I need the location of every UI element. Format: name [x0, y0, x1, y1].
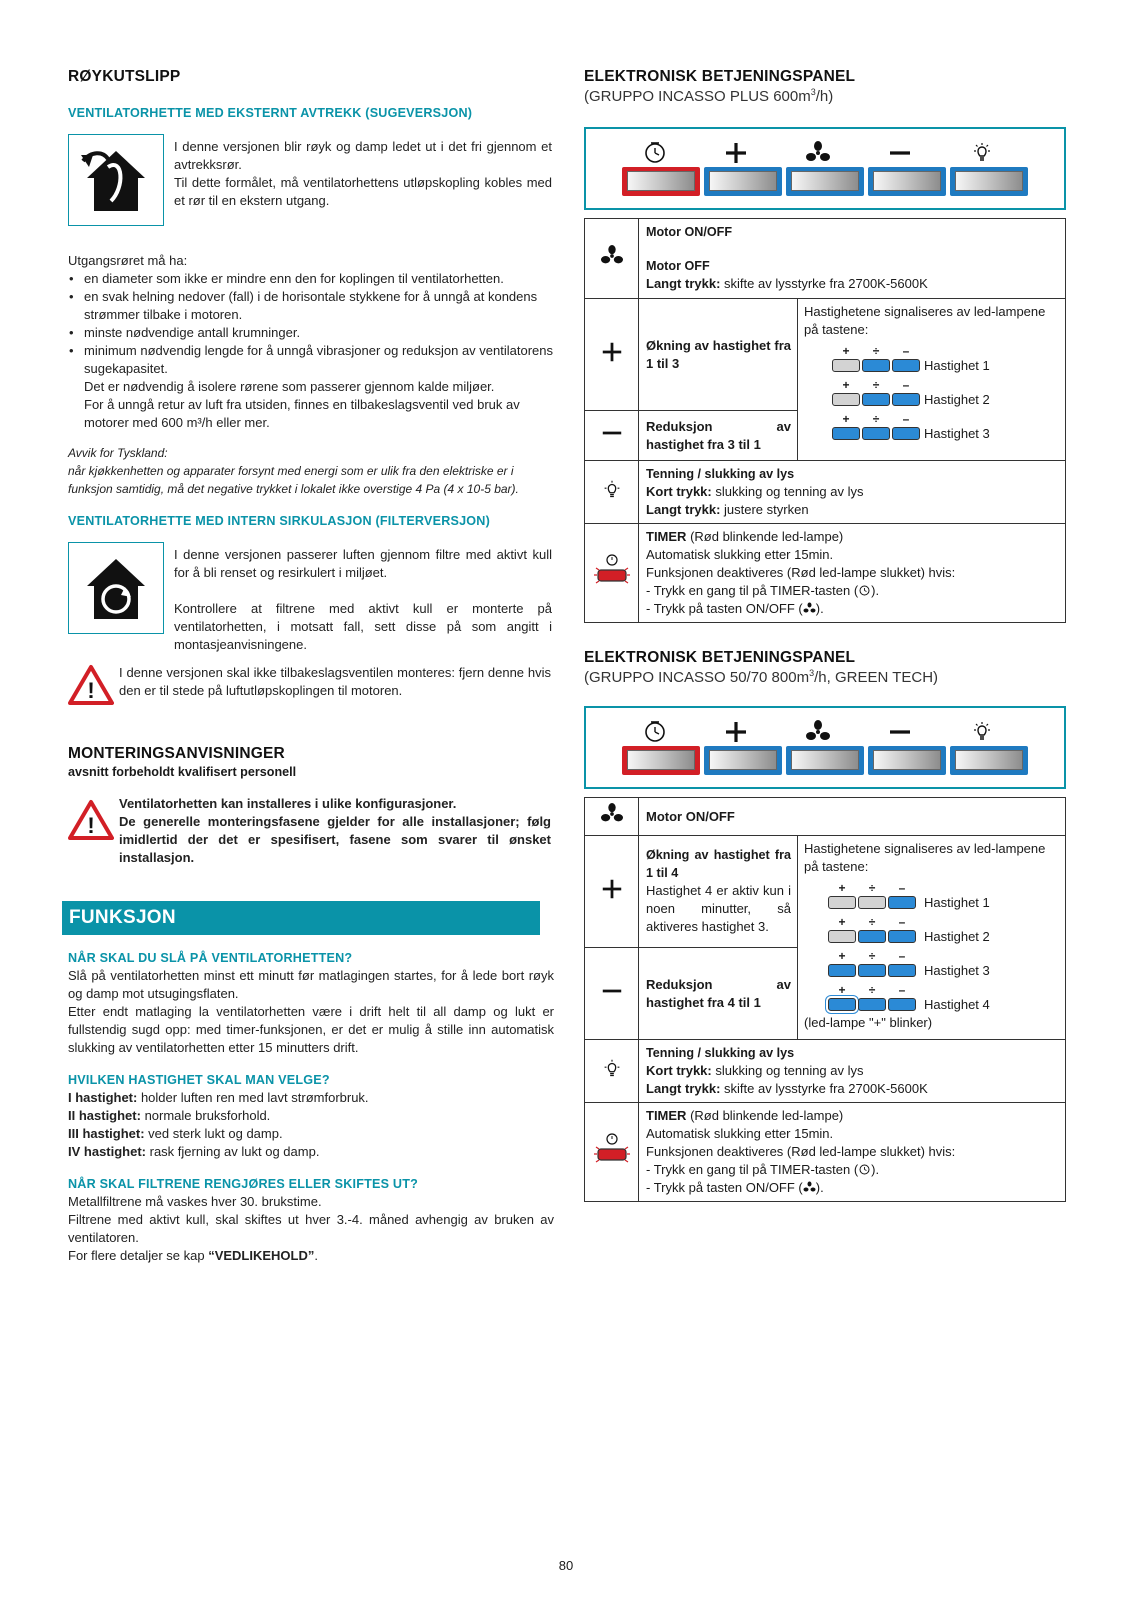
speed-2-indicator: + ÷ – Hastighet 2: [804, 912, 1059, 946]
int-circulation-heading: VENTILATORHETTE MED INTERN SIRKULASJON (FILTERVERSJON): [68, 514, 490, 528]
page-number: 80: [558, 1558, 574, 1573]
light-icon: [946, 141, 1018, 170]
house-exhaust-icon: [68, 134, 164, 226]
long-press-text: Langt trykk: justere styrken: [646, 502, 809, 517]
list-item: • en svak helning nedover (fall) i de horisontale stykkene for å unngå at kondens strømmer tilbake i motoren.: [68, 288, 554, 324]
timer-led-icon: [585, 524, 639, 623]
timer-icon: [858, 584, 871, 597]
timer-icon: [619, 141, 691, 170]
panel1-title: ELEKTRONISK BETJENINGSPANEL: [584, 68, 856, 85]
plus-button[interactable]: [704, 746, 782, 775]
minus-button[interactable]: [868, 746, 946, 775]
control-table-1: [584, 218, 1066, 623]
speed-item: IV hastighet: rask fjerning av lukt og damp.: [68, 1144, 320, 1159]
plus-icon: [585, 299, 639, 411]
fan-icon: [803, 1181, 816, 1194]
fan-icon: [585, 798, 639, 836]
minus-icon: [864, 720, 936, 749]
long-press-text: Langt trykk: skifte av lysstyrke fra 2700K-5600K: [646, 276, 928, 291]
table-row: [585, 1103, 1066, 1202]
table-row: [585, 836, 1066, 948]
function-banner: FUNKSJON: [62, 901, 540, 935]
speed-signal-cell: [798, 299, 1066, 461]
svg-text:!: !: [87, 678, 95, 703]
table-row: [585, 299, 1066, 411]
short-press-text: Kort trykk: slukking og tenning av lys: [646, 1063, 864, 1078]
timer-auto-off: Automatisk slukking etter 15min.: [646, 547, 834, 562]
light-button[interactable]: [950, 746, 1028, 775]
timer-icon: [858, 1163, 871, 1176]
fan-icon: [782, 141, 854, 170]
ext-exhaust-text-2: Til dette formålet, må ventilatorhettens utløpskopling kobles med et rør til en ekstern utgang.: [174, 175, 552, 208]
panel2-subtitle: (GRUPPO INCASSO 50/70 $800m^3/h$, GREEN TECH): [584, 668, 939, 686]
timer-button[interactable]: [622, 746, 700, 775]
int-circulation-block: [68, 542, 554, 654]
germany-text: når kjøkkenhetten og apparater forsynt med energi som er ulik fra den elektriske er i funksjon samtidig, må det negative trykket i lokalet ikke overstige 4 Pa (4 x 10-5 bar).: [68, 464, 519, 496]
table-row: [585, 219, 1066, 299]
fan-icon: [585, 219, 639, 299]
speed-1-indicator: + ÷ – Hastighet 1: [804, 341, 1059, 375]
short-press-text: Kort trykk: slukking og tenning av lys: [646, 484, 864, 499]
minus-icon: [864, 141, 936, 170]
speed-4-indicator: + ÷ – Hastighet 4: [804, 980, 1059, 1014]
motor-onoff-label: Motor ON/OFF: [646, 225, 733, 239]
speed-3-indicator: + ÷ – Hastighet 3: [804, 946, 1059, 980]
light-icon: [946, 720, 1018, 749]
motor-off-label: Motor OFF: [646, 259, 710, 273]
speed-item: I hastighet: holder luften ren med lavt strømforbruk.: [68, 1090, 369, 1105]
right-column: [584, 64, 1066, 1202]
mounting-title: MONTERINGSANVISNINGER: [68, 745, 285, 762]
which-speed-heading: HVILKEN HASTIGHET SKAL MAN VELGE?: [68, 1073, 330, 1087]
speed-item: III hastighet: ved sterk lukt og damp.: [68, 1126, 283, 1141]
timer-led-icon: [585, 1103, 639, 1202]
svg-text:!: !: [87, 813, 95, 838]
increase-speed-label: Økning av hastighet fra 1 til 4: [646, 848, 791, 880]
light-icon: [585, 461, 639, 524]
ext-exhaust-text-1: I denne versjonen blir røyk og damp ledet ut i det fri gjennom et avtrekksrør.: [174, 139, 552, 172]
light-toggle-label: Tenning / slukking av lys: [646, 1046, 795, 1060]
fan-icon: [803, 602, 816, 615]
minus-icon: [585, 411, 639, 461]
decrease-speed-label: Reduksjon av hastighet fra 3 til 1: [639, 411, 798, 461]
timer-deactivate: Funksjonen deaktiveres (Rød led-lampe slukket) hvis:: [646, 565, 956, 580]
timer-heading: TIMER (Rød blinkende led-lampe): [646, 1108, 844, 1123]
fan-icon: [782, 720, 854, 749]
minus-button[interactable]: [868, 167, 946, 196]
int-circulation-text-2: Kontrollere at filtrene med aktivt kull er monterte på ventilatorhetten, i motsatt fall, sett disse på som angitt i montasjeanvisningene.: [174, 601, 552, 652]
control-panel-2: [584, 706, 1066, 789]
mounting-subtitle: avsnitt forbeholdt kvalifisert personell: [68, 765, 297, 779]
filter-clean-text-1: Metallfiltrene må vaskes hver 30. brukstime.: [68, 1194, 322, 1209]
plus-icon: [585, 836, 639, 948]
pipe-requirements-list: [68, 270, 554, 378]
speed-3-indicator: + ÷ – Hastighet 3: [804, 409, 1059, 443]
filter-clean-heading: NÅR SKAL FILTRENE RENGJØRES ELLER SKIFTES UT?: [68, 1177, 418, 1191]
valve-warning: [68, 664, 554, 711]
section-title-smoke: RØYKUTSLIPP: [68, 68, 181, 85]
fan-button[interactable]: [786, 167, 864, 196]
timer-deactivate: Funksjonen deaktiveres (Rød led-lampe slukket) hvis:: [646, 1144, 956, 1159]
plus-icon: [700, 720, 772, 749]
decrease-speed-label: Reduksjon av hastighet fra 4 til 1: [639, 948, 798, 1040]
when-switch-on-text-1: Slå på ventilatorhetten minst ett minutt før matlagingen startes, for å lede bort røyk og damp mot utsugingsflaten.: [68, 968, 554, 1001]
mounting-warning-line-1: Ventilatorhetten kan installeres i ulike konfigurasjoner.: [119, 796, 457, 811]
control-table-2: [584, 797, 1066, 1202]
ext-exhaust-block: [68, 134, 554, 226]
panel2-title: ELEKTRONISK BETJENINGSPANEL: [584, 649, 856, 666]
blink-note: (led-lampe "+" blinker): [804, 1015, 933, 1030]
speed-signal-text: Hastighetene signaliseres av led-lampene på tastene:: [804, 841, 1046, 874]
timer-auto-off: Automatisk slukking etter 15min.: [646, 1126, 834, 1141]
increase-speed-label: Økning av hastighet fra 1 til 3: [639, 299, 798, 411]
mounting-warning-line-2: De generelle monteringsfasene gjelder for alle installasjoner; følg imidlertid der det er spesifisert, fasene som svarer til ønsket installasjon.: [119, 814, 551, 865]
increase-speed-cell: [639, 836, 798, 948]
speed-signal-text: Hastighetene signaliseres av led-lampene på tastene:: [804, 304, 1046, 337]
house-recirculation-icon: [68, 542, 164, 634]
when-switch-on-heading: NÅR SKAL DU SLÅ PÅ VENTILATORHETTEN?: [68, 951, 353, 965]
list-item: • minimum nødvendig lengde for å unngå vibrasjoner og reduksjon av ventilatorens sugekapasitet.: [68, 342, 554, 378]
table-row: [585, 1040, 1066, 1103]
when-switch-on-text-2: Etter endt matlaging la ventilatorhetten være i drift helt til all damp og lukt er fullstendig sugd opp: med timer-funksjonen, er det er mulig å stille inn automatisk slukking av ventilatorhetten etter 15 minutters drift.: [68, 1004, 554, 1055]
germany-title: Avvik for Tyskland:: [68, 446, 168, 460]
list-item: • en diameter som ikke er mindre enn den for koplingen til ventilatorhetten.: [68, 270, 554, 288]
timer-instruction-2: - Trykk på tasten ON/OFF ( ).: [646, 601, 824, 616]
valve-warning-text: I denne versjonen skal ikke tilbakeslagsventilen monteres: fjern denne hvis den er til stede på luftutløpskoplingen til motoren.: [119, 665, 551, 698]
speed-2-indicator: + ÷ – Hastighet 2: [804, 375, 1059, 409]
light-icon: [585, 1040, 639, 1103]
plus-icon: [700, 141, 772, 170]
minus-icon: [585, 948, 639, 1040]
timer-heading: TIMER (Rød blinkende led-lampe): [646, 529, 844, 544]
speed4-note: Hastighet 4 er aktiv kun i noen minutter, så aktiveres hastighet 3.: [646, 883, 791, 934]
list-item: • minste nødvendige antall krumninger.: [68, 324, 554, 342]
pipe-valve-text: For å unngå retur av luft fra utsiden, finnes en tilbakeslagsventil ved bruk av motorer med 600 m³/h eller mer.: [84, 397, 520, 430]
table-row: [585, 798, 1066, 836]
warning-icon: [68, 795, 114, 867]
warning-icon: [68, 664, 114, 711]
timer-instruction-1: - Trykk en gang til på TIMER-tasten ( ).: [646, 1162, 880, 1177]
ext-exhaust-heading: VENTILATORHETTE MED EKSTERNT AVTREKK (SUGEVERSJON): [68, 106, 473, 120]
timer-button[interactable]: [622, 167, 700, 196]
light-button[interactable]: [950, 167, 1028, 196]
timer-instruction-2: - Trykk på tasten ON/OFF ( ).: [646, 1180, 824, 1195]
mounting-warning: [68, 795, 554, 867]
speed-list: [68, 1089, 554, 1161]
speed-1-indicator: + ÷ – Hastighet 1: [804, 878, 1059, 912]
motor-onoff-label: Motor ON/OFF: [639, 798, 1066, 836]
long-press-text: Langt trykk: skifte av lysstyrke fra 2700K-5600K: [646, 1081, 928, 1096]
speed-item: II hastighet: normale bruksforhold.: [68, 1108, 271, 1123]
filter-clean-text-3: For flere detaljer se kap “VEDLIKEHOLD”.: [68, 1248, 318, 1263]
control-panel-1: [584, 127, 1066, 210]
panel1-subtitle: (GRUPPO INCASSO PLUS $600m^3/h$): [584, 87, 834, 105]
table-row: [585, 461, 1066, 524]
pipe-insulate-text: Det er nødvendig å isolere rørene som passerer gjennom kalde miljøer.: [84, 379, 495, 394]
table-row: [585, 524, 1066, 623]
light-toggle-label: Tenning / slukking av lys: [646, 467, 795, 481]
timer-instruction-1: - Trykk en gang til på TIMER-tasten ( ).: [646, 583, 880, 598]
int-circulation-text-1: I denne versjonen passerer luften gjennom filtre med aktivt kull for å bli renset og resirkulert i miljøet.: [174, 547, 552, 580]
left-column: [68, 64, 554, 1265]
timer-icon: [619, 720, 691, 749]
fan-button[interactable]: [786, 746, 864, 775]
filter-clean-text-2: Filtrene med aktivt kull, skal skiftes ut hver 3.-4. måned avhengig av bruken av ventilatoren.: [68, 1212, 554, 1245]
pipe-intro: Utgangsrøret må ha:: [68, 253, 188, 268]
speed-signal-cell: [798, 836, 1066, 1040]
plus-button[interactable]: [704, 167, 782, 196]
